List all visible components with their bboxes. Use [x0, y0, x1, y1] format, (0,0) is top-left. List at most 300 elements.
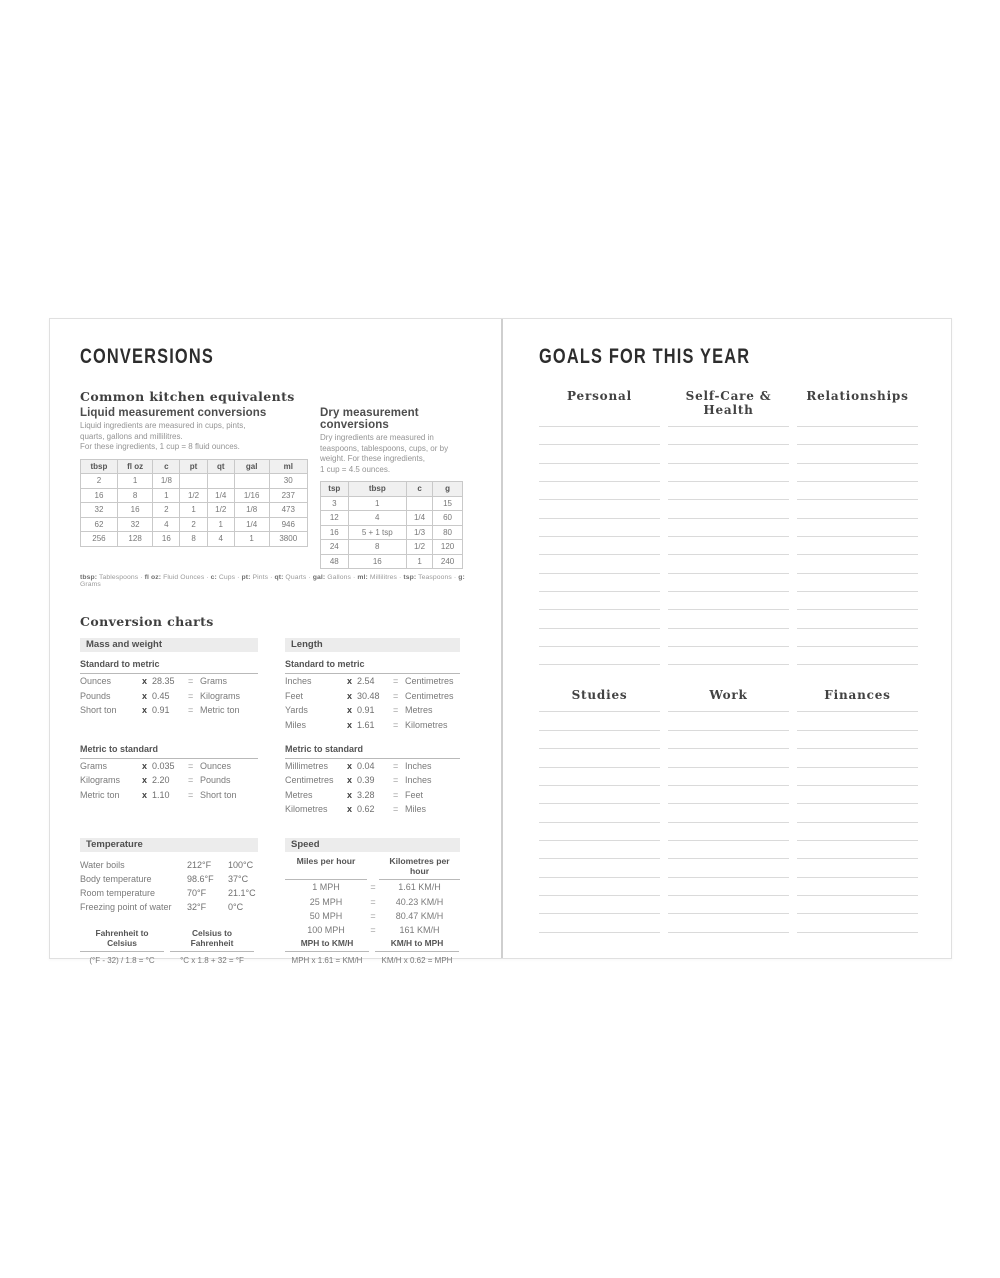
table-cell: 16 [153, 532, 180, 547]
ruled-line [668, 427, 789, 445]
kmh-value: 161 KM/H [399, 925, 440, 936]
mph-value: 1 MPH [312, 882, 340, 893]
temperature-label: Room temperature [80, 888, 156, 899]
table-row [321, 554, 463, 569]
multiply-symbol: x [347, 705, 353, 716]
table-cell: 16 [117, 503, 152, 518]
table-cell: 1 [348, 496, 406, 511]
temperature-row [80, 886, 258, 900]
table-cell: 1 [153, 488, 180, 503]
temperature-label: Water boils [80, 860, 125, 871]
equals-symbol: = [393, 690, 399, 701]
speed-column-heading: Kilometres per hour [379, 856, 460, 880]
table-cell [207, 474, 234, 489]
table-cell: 1 [234, 532, 269, 547]
multiply-symbol: x [142, 690, 148, 701]
table-row [81, 517, 308, 532]
conversion-from-unit: Centimetres [285, 775, 334, 786]
abbreviations-footnote: tbsp: Tablespoons · fl oz: Fluid Ounces · c: Cups · pt: Pints · qt: Quarts · gal: Gallons · ml: Millilitres · tsp: Teaspoons · g: Grams [80, 574, 465, 588]
speed-row [285, 894, 460, 908]
ruled-line [539, 629, 660, 647]
ruled-line [668, 859, 789, 877]
table-cell [180, 474, 207, 489]
table-row [81, 503, 308, 518]
conversions-page [50, 319, 501, 966]
liquid-measurement-table [80, 459, 308, 547]
table-header-cell: gal [234, 459, 269, 474]
table-row [321, 540, 463, 555]
conversion-to-unit: Short ton [200, 789, 237, 800]
table-cell: 237 [269, 488, 308, 503]
goal-column-heading: Personal [567, 389, 632, 403]
table-cell: 16 [348, 554, 406, 569]
table-row [81, 532, 308, 547]
speed-row [285, 923, 460, 937]
celsius-value: 21.1°C [228, 888, 256, 899]
table-cell: 1 [180, 503, 207, 518]
table-cell: 1 [117, 474, 152, 489]
ruled-line [539, 786, 660, 804]
ruled-line [668, 464, 789, 482]
ruled-line [668, 786, 789, 804]
ruled-line [797, 519, 918, 537]
dry-description: Dry ingredients are measured in teaspoons, tablespoons, cups, or by weight. For these ingredients, 1 cup = 4.5 ounces. [320, 433, 449, 474]
speed-column-heading: Miles per hour [285, 856, 367, 880]
formula-heading: KM/H to MPH [375, 938, 459, 952]
length-standard-to-metric [285, 652, 460, 737]
table-header-cell: g [433, 482, 463, 497]
speed-row [285, 909, 460, 923]
equals-symbol: = [188, 705, 194, 716]
speed-row [285, 880, 460, 894]
liquid-heading: Liquid measurement conversions [80, 407, 267, 419]
temperature-label: Body temperature [80, 874, 152, 885]
temperature-row [80, 900, 258, 914]
table-cell: 8 [117, 488, 152, 503]
formula-column [375, 938, 459, 965]
formula-heading: MPH to KM/H [285, 938, 369, 952]
table-header-row [321, 482, 463, 497]
ruled-line [668, 592, 789, 610]
ruled-line [539, 712, 660, 730]
table-cell: 3800 [269, 532, 308, 547]
goal-column-headings [539, 389, 918, 417]
table-row [321, 496, 463, 511]
conversion-to-unit: Centimetres [405, 690, 454, 701]
mass-metric-to-standard [80, 737, 258, 839]
planner-spread [49, 318, 952, 966]
formula-heading: Celsius to Fahrenheit [170, 928, 254, 952]
conversion-factor: 30.48 [357, 690, 380, 701]
kmh-value: 40.23 KM/H [395, 896, 444, 907]
equals-symbol: = [393, 789, 399, 800]
conversion-row [285, 802, 460, 816]
ruled-line [668, 629, 789, 647]
goal-column [797, 702, 918, 932]
ruled-line [797, 804, 918, 822]
ruled-line [668, 647, 789, 665]
ruled-line [668, 574, 789, 592]
table-cell: 1/3 [406, 525, 432, 540]
ruled-line [668, 804, 789, 822]
ruled-line [797, 537, 918, 555]
conversion-from-unit: Yards [285, 705, 308, 716]
speed-column-headings [285, 856, 460, 880]
formula-heading: Fahrenheit to Celsius [80, 928, 164, 952]
table-cell: 1/4 [406, 511, 432, 526]
formula-text: KM/H x 0.62 = MPH [381, 956, 453, 966]
goal-column-heading: Studies [571, 688, 628, 703]
ruled-line [797, 445, 918, 463]
table-cell: 1 [406, 554, 432, 569]
equals-symbol: = [370, 910, 376, 921]
goal-column [797, 417, 918, 665]
table-cell: 240 [433, 554, 463, 569]
celsius-value: 37°C [228, 874, 249, 885]
table-cell: 120 [433, 540, 463, 555]
kmh-value: 1.61 KM/H [398, 882, 441, 893]
ruled-line [797, 896, 918, 914]
formula-text: MPH x 1.61 = KM/H [291, 956, 363, 966]
conversion-factor: 2.54 [357, 676, 375, 687]
ruled-line [797, 731, 918, 749]
ruled-line [539, 647, 660, 665]
table-cell: 5 + 1 tsp [348, 525, 406, 540]
abbreviation-term: tsp: [403, 574, 417, 581]
equals-symbol: = [188, 775, 194, 786]
conversion-from-unit: Millimetres [285, 761, 329, 771]
goal-column [539, 702, 660, 932]
mph-value: 100 MPH [307, 925, 345, 936]
table-cell: 24 [321, 540, 349, 555]
kitchen-columns [80, 407, 501, 569]
multiply-symbol: x [347, 719, 353, 730]
table-cell: 8 [180, 532, 207, 547]
table-cell: 473 [269, 503, 308, 518]
table-cell: 8 [348, 540, 406, 555]
conversion-to-unit: Grams [200, 676, 227, 687]
ruled-line [668, 896, 789, 914]
goal-columns [539, 417, 918, 665]
length-metric-to-standard [285, 737, 460, 839]
ruled-line [797, 574, 918, 592]
mass-standard-to-metric [80, 652, 258, 737]
multiply-symbol: x [142, 789, 148, 800]
celsius-value: 100°C [228, 860, 254, 871]
formula-text: °C x 1.8 + 32 = °F [180, 956, 244, 966]
ruled-line [797, 786, 918, 804]
ruled-line [539, 537, 660, 555]
table-cell: 256 [81, 532, 118, 547]
ruled-line [797, 629, 918, 647]
ruled-line [539, 859, 660, 877]
ruled-line [539, 749, 660, 767]
table-cell: 32 [117, 517, 152, 532]
speed-formulas [285, 938, 460, 965]
conversion-from-unit: Metric ton [80, 789, 120, 800]
table-cell: 12 [321, 511, 349, 526]
equals-symbol: = [188, 676, 194, 687]
speed-table [285, 852, 460, 937]
ruled-line [668, 702, 789, 712]
ruled-line [539, 841, 660, 859]
conversion-row [80, 773, 258, 787]
ruled-line [539, 610, 660, 628]
table-cell: 16 [81, 488, 118, 503]
ruled-line [539, 464, 660, 482]
goal-column [668, 702, 789, 932]
abbreviation-term: g: [458, 574, 465, 581]
ruled-line [797, 417, 918, 427]
conversion-to-unit: Inches [405, 775, 432, 786]
abbreviation-term: qt: [274, 574, 284, 581]
conversion-to-unit: Kilometres [405, 719, 448, 730]
table-cell: 1 [207, 517, 234, 532]
conversion-to-unit: Inches [405, 761, 432, 771]
conversion-from-unit: Ounces [80, 676, 112, 687]
conversion-row [285, 718, 460, 732]
table-cell: 1/2 [207, 503, 234, 518]
conversion-factor: 0.45 [152, 690, 170, 701]
goals-page [501, 319, 951, 958]
temperature-formulas [80, 928, 258, 965]
equals-symbol: = [393, 676, 399, 687]
conversion-row [80, 703, 258, 717]
mph-value: 50 MPH [309, 910, 343, 921]
ruled-line [797, 702, 918, 712]
ruled-line [539, 768, 660, 786]
ruled-line [539, 417, 660, 427]
formula-column [80, 928, 164, 965]
abbreviation-term: fl oz: [144, 574, 162, 581]
dry-measurement-table [320, 481, 463, 569]
table-cell: 60 [433, 511, 463, 526]
ruled-line [797, 823, 918, 841]
ruled-line [797, 500, 918, 518]
dry-conversions-block [320, 407, 463, 569]
table-cell: 4 [207, 532, 234, 547]
formula-column [170, 928, 254, 965]
speed-block [285, 852, 460, 965]
ruled-line [797, 749, 918, 767]
ruled-line [668, 610, 789, 628]
conversion-to-unit: Centimetres [405, 676, 454, 687]
multiply-symbol: x [347, 690, 353, 701]
conversion-factor: 28.35 [152, 676, 175, 687]
multiply-symbol: x [142, 761, 148, 771]
celsius-value: 0°C [228, 902, 244, 913]
ruled-line [539, 878, 660, 896]
table-cell: 16 [321, 525, 349, 540]
ruled-line [797, 592, 918, 610]
goal-column [539, 417, 660, 665]
conversion-from-unit: Inches [285, 676, 312, 687]
conversion-row [80, 788, 258, 802]
ruled-line [539, 519, 660, 537]
equals-symbol: = [370, 925, 376, 936]
temperature-bar: Temperature [80, 838, 258, 852]
table-header-cell: qt [207, 459, 234, 474]
fahrenheit-value: 98.6°F [187, 874, 214, 885]
conversion-factor: 1.10 [152, 789, 170, 800]
conversion-row [285, 773, 460, 787]
ruled-line [668, 749, 789, 767]
table-cell: 1/16 [234, 488, 269, 503]
equals-symbol: = [370, 882, 376, 893]
ruled-line [668, 768, 789, 786]
table-header-cell: tbsp [348, 482, 406, 497]
ruled-line [539, 574, 660, 592]
conversion-row [80, 689, 258, 703]
ruled-line [668, 878, 789, 896]
goals-section-top [539, 389, 918, 665]
equals-symbol: = [370, 896, 376, 907]
conversion-factor: 0.91 [152, 705, 170, 716]
ruled-line [539, 445, 660, 463]
conversion-from-unit: Feet [285, 690, 304, 701]
table-row [81, 488, 308, 503]
multiply-symbol: x [142, 676, 148, 687]
conversion-row [285, 788, 460, 802]
conversion-factor: 0.035 [152, 761, 175, 771]
goal-column-heading: Self-Care & Health [685, 389, 772, 417]
table-cell: 2 [180, 517, 207, 532]
table-cell: 128 [117, 532, 152, 547]
multiply-symbol: x [347, 676, 353, 687]
abbreviation-term: tbsp: [80, 574, 98, 581]
fahrenheit-value: 32°F [187, 902, 207, 913]
table-cell: 1/8 [153, 474, 180, 489]
page-title-conversions: CONVERSIONS [80, 345, 214, 368]
conversion-row [285, 689, 460, 703]
conversion-from-unit: Kilometres [285, 804, 328, 815]
formula-text: (°F - 32) / 1.8 = °C [89, 956, 155, 966]
equals-symbol: = [188, 690, 194, 701]
equals-symbol: = [393, 775, 399, 786]
goal-column-heading: Relationships [806, 389, 909, 403]
conversion-factor: 1.61 [357, 719, 375, 730]
kitchen-equivalents-heading: Common kitchen equivalents [80, 389, 295, 404]
table-cell: 2 [81, 474, 118, 489]
multiply-symbol: x [142, 775, 148, 786]
table-cell: 4 [348, 511, 406, 526]
ruled-line [668, 712, 789, 730]
table-row [81, 474, 308, 489]
table-cell: 1/2 [180, 488, 207, 503]
dry-heading: Dry measurement conversions [320, 407, 419, 431]
formula-column [285, 938, 369, 965]
table-header-cell: c [153, 459, 180, 474]
table-cell: 4 [153, 517, 180, 532]
ruled-line [539, 427, 660, 445]
goals-page-content [503, 319, 951, 933]
ruled-line [668, 519, 789, 537]
conversions-page-content [50, 319, 501, 965]
temperature-row [80, 872, 258, 886]
ruled-line [797, 841, 918, 859]
table-header-cell: ml [269, 459, 308, 474]
table-cell [406, 496, 432, 511]
conversion-factor: 0.39 [357, 775, 375, 786]
conversion-to-unit: Metres [405, 705, 433, 716]
ruled-line [668, 537, 789, 555]
fahrenheit-value: 70°F [187, 888, 207, 899]
conversion-row [285, 703, 460, 717]
ruled-line [668, 823, 789, 841]
table-cell: 1/8 [234, 503, 269, 518]
conversion-to-unit: Metric ton [200, 705, 240, 716]
ruled-line [668, 555, 789, 573]
ruled-line [797, 768, 918, 786]
temperature-row [80, 858, 258, 872]
mph-value: 25 MPH [309, 896, 343, 907]
table-cell: 1/4 [207, 488, 234, 503]
conversion-from-unit: Pounds [80, 690, 111, 701]
ruled-line [539, 500, 660, 518]
equals-symbol: = [188, 789, 194, 800]
ruled-line [797, 878, 918, 896]
ruled-line [668, 482, 789, 500]
ruled-line [797, 427, 918, 445]
ruled-line [539, 823, 660, 841]
ruled-line [668, 841, 789, 859]
ruled-line [668, 914, 789, 932]
abbreviation-term: gal: [312, 574, 326, 581]
mass-weight-bar: Mass and weight [80, 638, 258, 652]
fahrenheit-value: 212°F [187, 860, 212, 871]
conversion-row [285, 759, 460, 773]
abbreviation-term: ml: [357, 574, 368, 581]
multiply-symbol: x [347, 761, 353, 771]
goal-column-heading: Finances [824, 688, 891, 703]
ruled-line [797, 647, 918, 665]
conversion-charts-grid [80, 638, 501, 965]
ruled-line [668, 731, 789, 749]
conversion-factor: 0.62 [357, 804, 375, 815]
table-cell: 3 [321, 496, 349, 511]
ruled-line [668, 445, 789, 463]
table-header-cell: tsp [321, 482, 349, 497]
ruled-line [539, 731, 660, 749]
conversion-subheading: Metric to standard [80, 742, 258, 759]
conversion-from-unit: Miles [285, 719, 307, 730]
ruled-line [539, 804, 660, 822]
ruled-line [539, 592, 660, 610]
table-header-cell: pt [180, 459, 207, 474]
table-cell: 2 [153, 503, 180, 518]
table-header-cell: fl oz [117, 459, 152, 474]
multiply-symbol: x [347, 789, 353, 800]
multiply-symbol: x [347, 804, 353, 815]
equals-symbol: = [393, 761, 399, 771]
abbreviation-term: pt: [241, 574, 251, 581]
conversion-to-unit: Ounces [200, 761, 232, 771]
length-bar: Length [285, 638, 460, 652]
ruled-line [797, 914, 918, 932]
conversion-row [80, 759, 258, 773]
conversion-row [80, 675, 258, 689]
conversion-from-unit: Grams [80, 761, 107, 771]
conversion-to-unit: Kilograms [200, 690, 241, 701]
goal-columns [539, 702, 918, 932]
ruled-line [797, 555, 918, 573]
conversion-subheading: Standard to metric [285, 657, 460, 674]
conversion-subheading: Metric to standard [285, 742, 460, 759]
conversion-to-unit: Feet [405, 789, 424, 800]
conversion-to-unit: Miles [405, 804, 427, 815]
table-cell: 48 [321, 554, 349, 569]
table-header-cell: c [406, 482, 432, 497]
